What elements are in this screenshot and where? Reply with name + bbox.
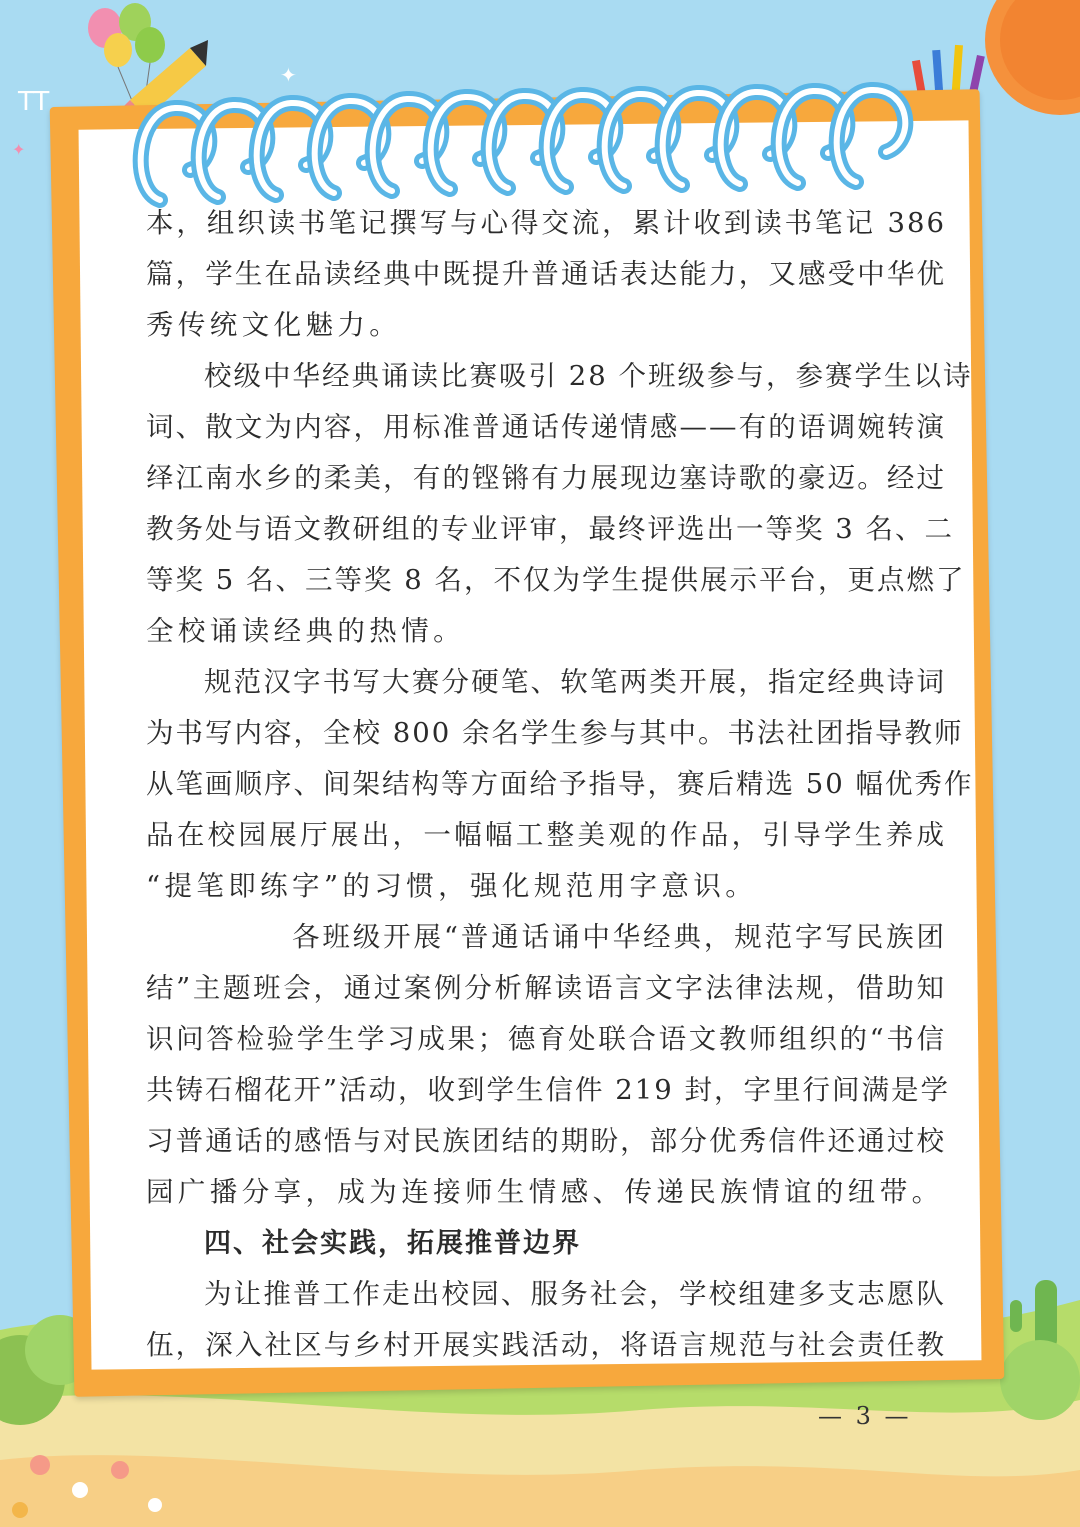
paragraph-start-line: 校级中华经典诵读比赛吸引 28 个班级参与，参赛学生以诗 [204, 360, 973, 392]
text-line: 篇，学生在品读经典中既提升普通话表达能力，又感受中华优 [146, 258, 946, 290]
paragraph-start-line: 规范汉字书写大赛分硬笔、软笔两类开展，指定经典诗词 [204, 666, 946, 698]
text-line: 伍，深入社区与乡村开展实践活动，将语言规范与社会责任教 [146, 1329, 946, 1361]
paragraph-start-line: 各班级开展“普通话诵中华经典，规范字写民族团 [292, 921, 946, 953]
text-line: 识问答检验学生学习成果；德育处联合语文教师组织的“书信 [146, 1023, 946, 1055]
text-line: 共铸石榴花开”活动，收到学生信件 219 封，字里行间满是学 [146, 1074, 951, 1106]
page-number: — 3 — [818, 1402, 912, 1430]
paragraph-start-line: 为让推普工作走出校园、服务社会，学校组建多支志愿队 [204, 1278, 946, 1310]
text-line: 等奖 5 名、三等奖 8 名，不仅为学生提供展示平台，更点燃了 [146, 564, 966, 596]
text-line: 园广播分享，成为连接师生情感、传递民族情谊的纽带。 [146, 1176, 944, 1208]
svg-text:✦: ✦ [12, 140, 26, 159]
text-line: “提笔即练字”的习惯，强化规范用字意识。 [146, 870, 758, 902]
text-line: 习普通话的感悟与对民族团结的期盼，部分优秀信件还通过校 [146, 1125, 946, 1157]
text-line: 本，组织读书笔记撰写与心得交流，累计收到读书笔记 386 [146, 207, 946, 239]
document-body [146, 198, 974, 1371]
text-line: 全校诵读经典的热情。 [146, 615, 465, 647]
text-line: 品在校园展厅展出，一幅幅工整美观的作品，引导学生养成 [146, 819, 946, 851]
text-line: 绎江南水乡的柔美，有的铿锵有力展现边塞诗歌的豪迈。经过 [146, 462, 946, 494]
spiral-binding [120, 70, 920, 210]
text-line: 从笔画顺序、间架结构等方面给予指导，赛后精选 50 幅优秀作 [146, 768, 974, 800]
text-line: 结”主题班会，通过案例分析解读语言文字法律法规，借助知 [146, 972, 946, 1004]
svg-text:TT: TT [18, 87, 50, 117]
svg-text:✦: ✦ [280, 63, 297, 87]
text-line: 秀传统文化魅力。 [146, 309, 402, 341]
flower-decoration [30, 1455, 50, 1475]
text-line: 为书写内容，全校 800 余名学生参与其中。书法社团指导教师 [146, 717, 964, 749]
text-line: 词、散文为内容，用标准普通话传递情感——有的语调婉转演 [146, 411, 946, 443]
section-heading: 四、社会实践，拓展推普边界 [204, 1228, 581, 1259]
text-line: 教务处与语文教研组的专业评审，最终评选出一等奖 3 名、二 [146, 513, 954, 545]
